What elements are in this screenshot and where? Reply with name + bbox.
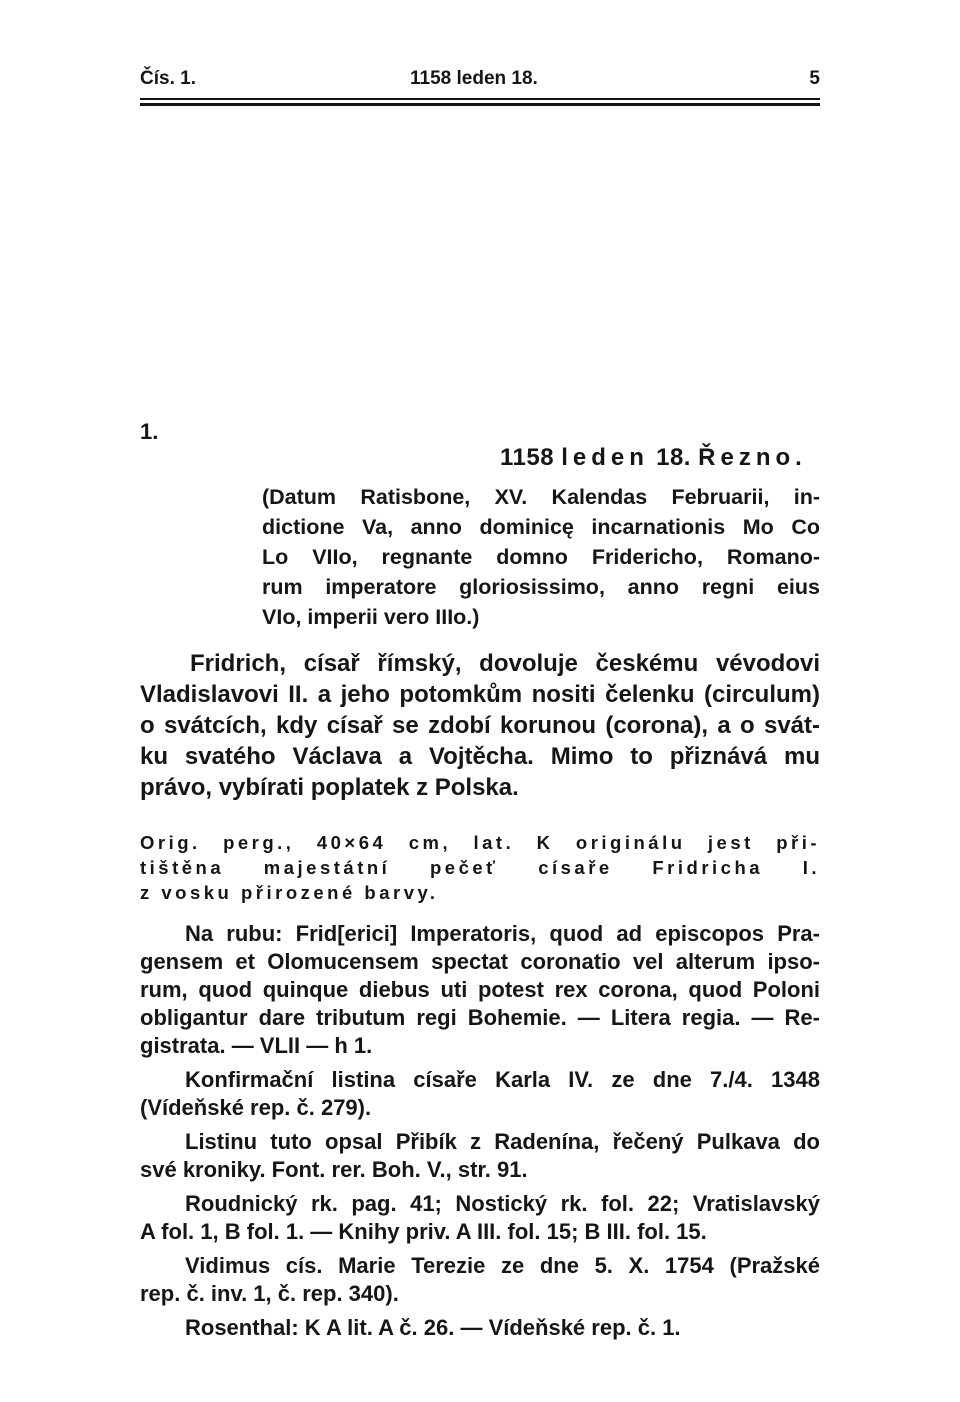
note-line: gensem et Olomucensem spectat coronatio vel alterum ipso- [140,949,820,974]
date-day: 18. [656,444,691,471]
note-rosenthal [140,1314,820,1342]
note-vidimus [140,1252,820,1308]
original-description-line: z vosku přirozené barvy. [140,882,439,903]
regest-line: Vladislavovi II. a jeho potomkům nositi čelenku (circulum) [140,681,820,708]
note-copy [140,1128,820,1184]
original-description-line: tištěna majestátní pečeť císaře Fridricha I. [140,857,820,878]
regest-line: ku svatého Václava a Vojtěcha. Mimo to přiznává mu [140,743,820,770]
note-dorsal [140,920,820,1060]
date-year: 1158 [500,444,555,471]
latin-date-line: VIo, imperii vero IIIo.) [262,605,480,629]
note-line: Na rubu: Frid[erici] Imperatoris, quod ad episcopos Pra- [185,921,820,946]
regest-line: právo, vybírati poplatek z Polska. [140,774,519,801]
latin-dating-clause [262,482,820,632]
header-date: 1158 leden 18. [410,68,538,89]
note-line: Konfirmační listina císaře Karla IV. ze dne 7./4. 1348 [185,1067,820,1092]
header-rule-thick [140,103,820,106]
latin-date-line: (Datum Ratisbone, XV. Kalendas Februarii, in- [262,485,820,509]
header-rule-thin [140,98,820,100]
note-line: Listinu tuto opsal Přibík z Radenína, řečený Pulkava do [185,1129,820,1154]
note-manuscripts [140,1190,820,1246]
latin-date-line: Lo VIIo, regnante domno Fridericho, Romano- [262,545,820,569]
note-line: Roudnický rk. pag. 41; Nostický rk. fol. 22; Vratislavský [185,1191,820,1216]
running-header [140,68,820,98]
date-heading [500,444,807,472]
note-line: rum, quod quinque diebus uti potest rex corona, quod Poloni [140,977,820,1002]
note-line: A fol. 1, B fol. 1. — Knihy priv. A III. fol. 15; B III. fol. 15. [140,1219,707,1244]
note-line: rep. č. inv. 1, č. rep. 340). [140,1281,399,1306]
original-description [140,830,820,905]
date-month: leden [561,444,649,471]
document-number: 1. [140,419,159,444]
latin-date-line: dictione Va, anno dominicę incarnationis Mo Co [262,515,820,539]
page-number: 5 [809,68,820,89]
regest-line: o svátcích, kdy císař se zdobí korunou (corona), a o svát- [140,712,820,739]
date-place: Řezno. [698,444,807,471]
regest-summary [140,648,820,803]
note-line: obligantur dare tributum regi Bohemie. — Litera regia. — Re- [140,1005,820,1030]
note-line: Vidimus cís. Marie Terezie ze dne 5. X. 1754 (Pražské [185,1253,820,1278]
note-line: (Vídeňské rep. č. 279). [140,1095,372,1120]
latin-date-line: rum imperatore gloriosissimo, anno regni eius [262,575,820,599]
original-description-line: Orig. perg., 40×64 cm, lat. K originálu jest při- [140,832,820,853]
note-line: Rosenthal: K A lit. A č. 26. — Vídeňské rep. č. 1. [185,1315,681,1340]
regest-line: Fridrich, císař římský, dovoluje českému vévodovi [190,650,820,677]
archival-notes [140,920,820,1348]
note-line: gistrata. — VLII — h 1. [140,1033,373,1058]
header-document-ref: Čís. 1. [140,68,196,89]
note-confirmation [140,1066,820,1122]
note-line: své kroniky. Font. rer. Boh. V., str. 91. [140,1157,528,1182]
